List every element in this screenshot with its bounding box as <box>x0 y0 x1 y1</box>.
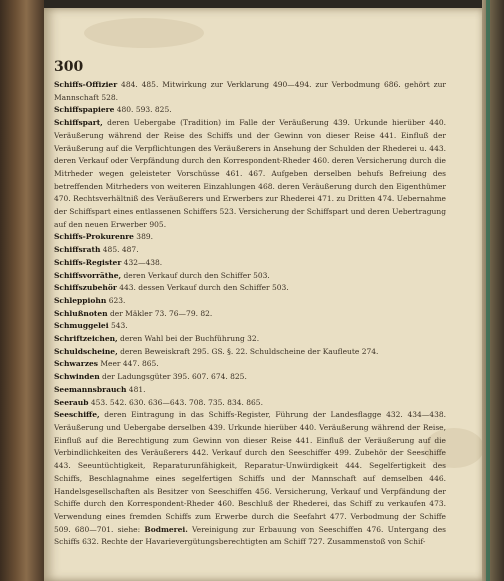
index-entry <box>54 409 446 549</box>
index-entry <box>54 320 446 333</box>
index-entry <box>54 104 446 117</box>
entry-heading: Seeraub <box>54 397 89 407</box>
entry-text: 543. <box>108 321 128 331</box>
entry-heading: Schiffs-Prokurenre <box>54 232 134 242</box>
index-entry <box>54 117 446 231</box>
cover-edge-stripe <box>486 0 490 581</box>
paper-stain <box>84 18 204 48</box>
entry-heading: Schiffsvorräthe, <box>54 270 122 280</box>
entry-heading: Schiffs-Register <box>54 257 122 267</box>
index-entry <box>54 79 446 104</box>
entry-heading: Schiffszubehör <box>54 283 117 293</box>
entry-heading: Schuldscheine, <box>54 346 118 356</box>
index-entry <box>54 257 446 270</box>
entry-heading: Schiffspart, <box>54 118 103 128</box>
index-entry <box>54 333 446 346</box>
entry-text: 481. <box>126 384 146 394</box>
entry-heading: Schleppiohn <box>54 295 107 305</box>
entry-heading: Schriftzeichen, <box>54 334 118 344</box>
entry-text: der Ladungsgüter 395. 607. 674. 825. <box>99 372 247 382</box>
entry-text: deren Uebergabe (Tradition) im Falle der Veräußerung 439. Urkunde hierüber 440. Veräußerung während der Reise des Schiffs und der Gewinn von dieser Reise 441. Einfluß der Veräußerung auf die Verpflichtungen des Veräußerers in Ansehung der Schulden der Rhederei u. 443. deren Verkauf oder Verpfändung durch den Korrespondent-Rheder 460. deren Versicherung durch die Mitrheder wegen geleisteter Vorschüsse 461. 467. Aufgeben derselben behufs Befreiung des betreffenden Mitrheders von weiteren Einzahlungen 468. deren Veräußerung durch den Eigenthümer 470. Rechtsverhältniß des Veräußerers und Erwerbers zur Rhederei 471. zu Dritten 474. Uebernahme der Schiffspart eines entlassenen Schiffers 523. Versicherung der Schiffspart und deren Uebertragung auf den neuen Erwerber 905. <box>54 118 446 229</box>
entry-heading: Seemannsbrauch <box>54 384 127 394</box>
entry-text: Meer 447. 865. <box>97 359 159 369</box>
entry-text: 443. dessen Verkauf durch den Schiffer 503. <box>116 283 289 293</box>
index-entry <box>54 358 446 371</box>
index-entries <box>54 79 446 549</box>
index-entry <box>54 244 446 257</box>
index-entry <box>54 371 446 384</box>
book-binding <box>0 0 44 581</box>
entry-cross-reference: Bodmerei. <box>144 524 188 534</box>
entry-text-continued: Vereinigung zur Erbauung von Seeschiffen 476. Untergang des Schiffs 632. Rechte der Havarievergütungsberechtigten am Schiff 727. Zusammenstoß von Schif- <box>54 524 447 547</box>
index-entry <box>54 270 446 283</box>
entry-text: 389. <box>133 232 154 242</box>
entry-heading: Schiffs-Offizier <box>54 80 118 89</box>
entry-heading: Schlußnoten <box>54 308 108 318</box>
entry-text: deren Beweiskraft 295. GS. §. 22. Schuldscheine der Kaufleute 274. <box>117 346 379 356</box>
entry-text: deren Eintragung in das Schiffs-Register, Führung der Landesflagge 432. 434—438. Veräußerung und Uebergabe derselben 439. Urkunde hierüber 440. Veräußerung während der Reise, Einfluß auf die Berechtigung zum Gewinn von dieser Reise 441. Einfluß der Veräußerung auf die Verbindlichkeiten des Veräußerers 442. Verkauf durch den Seeschiffer 499. Zubehör der Seeschiffe 443. Seeuntüchtigkeit, Reparaturunfähigkeit, Reparatur-Unwürdigkeit 444. Segelfertigkeit des Schiffs, Beschlagnahme eines segelfertigen Schiffs und der Mannschaft auf demselben 446. Handelsgesellschaften als Besitzer von Seeschiffen 456. Versicherung, Verkauf und Verpfändung der Schiffe durch den Korrespondent-Rheder 460. Beschluß der Rhederei, das Schiff zu verkaufen 473. Verwendung eines fremden Schiffs zum Erwerbe durch die Seefahrt 477. Verbodmung der Schiffe 509. 680—701. siehe: <box>54 410 446 534</box>
entry-text: 480. 593. 825. <box>114 105 172 115</box>
index-entry <box>54 231 446 244</box>
entry-heading: Schwarzes <box>54 359 98 369</box>
page-number: 300 <box>54 59 84 75</box>
entry-text: deren Wahl bei der Buchführung 32. <box>117 334 260 344</box>
entry-text: 432—438. <box>121 257 163 267</box>
index-entry <box>54 295 446 308</box>
entry-heading: Schwinden <box>54 372 100 382</box>
entry-heading: Schiffsrath <box>54 245 101 255</box>
entry-text: 453. 542. 630. 636—643. 708. 735. 834. 865. <box>88 397 263 407</box>
index-entry <box>54 346 446 359</box>
entry-text: 484. 485. Mitwirkung zur Verklarung 490—494. zur Verbodmung 686. gehört zur Mannschaft 528. <box>54 80 446 102</box>
index-entry <box>54 282 446 295</box>
index-entry <box>54 308 446 321</box>
index-entry <box>54 397 446 410</box>
entry-heading: Schiffspapiere <box>54 105 115 115</box>
entry-text: deren Verkauf durch den Schiffer 503. <box>121 270 270 280</box>
entry-text: 485. 487. <box>100 245 139 255</box>
index-entry <box>54 384 446 397</box>
entry-text: der Mäkler 73. 76—79. 82. <box>107 308 213 318</box>
entry-heading: Schmuggelei <box>54 321 109 331</box>
entry-text: 623. <box>106 295 126 305</box>
entry-heading: Seeschiffe, <box>54 410 100 420</box>
